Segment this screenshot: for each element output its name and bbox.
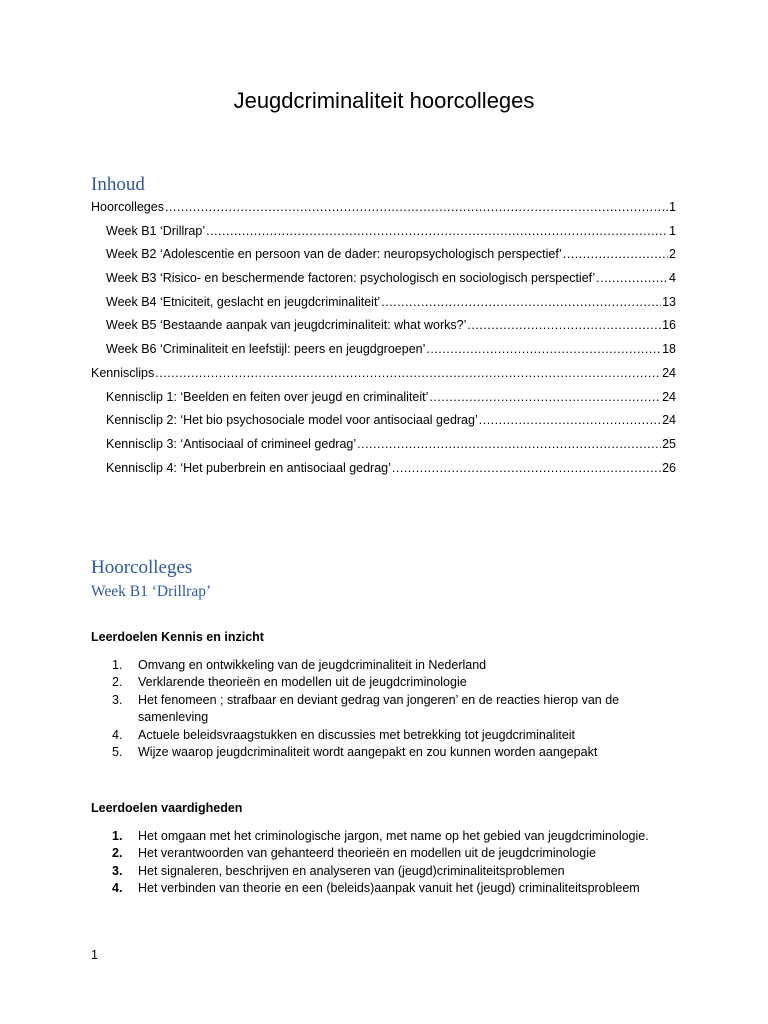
- list-text: Het verbinden van theorie en een (beleids)aanpak vanuit het (jeugd) criminaliteitsprobleem: [138, 881, 640, 896]
- list-number: 4.: [112, 881, 123, 896]
- list-number: 5.: [112, 745, 123, 760]
- list-text: Het verantwoorden van gehanteerd theorieën en modellen uit de jeugdcriminologie: [138, 846, 596, 861]
- list-item: [112, 674, 692, 691]
- toc-item-title: Kennisclip 1: ‘Beelden en feiten over jeugd en criminaliteit’: [106, 389, 429, 404]
- list-number: 1.: [112, 829, 123, 843]
- toc-item[interactable]: [91, 247, 676, 271]
- toc-item-title: Week B5 ‘Bestaande aanpak van jeugdcriminaliteit: what works?’: [106, 318, 467, 333]
- toc-item-page: 24: [662, 413, 676, 428]
- kennis-list: [112, 657, 692, 761]
- toc-item[interactable]: [91, 413, 676, 437]
- list-text: Omvang en ontwikkeling van de jeugdcriminaliteit in Nederland: [138, 658, 487, 672]
- toc-item-title: Week B1 ‘Drillrap’: [106, 223, 206, 238]
- list-number: 2.: [112, 846, 123, 861]
- toc-item-page: 1: [669, 200, 676, 214]
- toc-item-title: Week B2 ‘Adolescentie en persoon van de dader: neuropsychologisch perspectief’: [106, 247, 562, 262]
- toc-item[interactable]: [91, 437, 676, 461]
- toc-item-title: Week B3 ‘Risico- en beschermende factoren: psychologisch en sociologisch perspectief’: [106, 271, 596, 286]
- kennis-heading: Leerdoelen Kennis en inzicht: [91, 630, 264, 644]
- toc-item-page: 25: [662, 436, 676, 451]
- toc-leader: [596, 271, 668, 285]
- toc-item[interactable]: [91, 295, 676, 319]
- toc-item-title: Week B4 ‘Etniciteit, geslacht en jeugdcriminaliteit’: [106, 294, 381, 309]
- list-text: Wijze waarop jeugdcriminaliteit wordt aangepakt en zou kunnen worden aangepakt: [138, 745, 598, 760]
- section-subheading: Week B1 ‘Drillrap’: [91, 583, 212, 600]
- toc-leader: [357, 437, 661, 451]
- page-number: 1: [91, 948, 98, 962]
- table-of-contents: [91, 200, 676, 484]
- toc-item[interactable]: [91, 390, 676, 414]
- list-item: [112, 692, 692, 727]
- toc-item-title: Kennisclip 3: ‘Antisociaal of crimineel gedrag’: [106, 436, 357, 451]
- toc-leader: [165, 200, 668, 214]
- list-number: 4.: [112, 727, 123, 742]
- toc-item-page: 24: [662, 389, 676, 404]
- toc-leader: [563, 247, 668, 261]
- list-number: 3.: [112, 863, 123, 878]
- toc-item[interactable]: [91, 342, 676, 366]
- toc-item[interactable]: [91, 366, 676, 390]
- list-item: [112, 657, 692, 674]
- toc-item-page: 24: [662, 365, 676, 380]
- toc-item-title: Kennisclips: [91, 365, 155, 380]
- toc-item-page: 18: [662, 342, 676, 357]
- list-item: [112, 880, 692, 897]
- toc-item-page: 16: [662, 318, 676, 333]
- toc-item[interactable]: [91, 200, 676, 224]
- toc-leader: [426, 342, 661, 356]
- toc-item-page: 4: [669, 271, 676, 286]
- toc-item[interactable]: [91, 318, 676, 342]
- toc-leader: [381, 295, 661, 309]
- toc-item-page: 13: [662, 294, 676, 309]
- list-number: 3.: [112, 692, 123, 707]
- list-item: [112, 828, 692, 845]
- document-title: Jeugdcriminaliteit hoorcolleges: [233, 88, 535, 113]
- list-item: [112, 845, 692, 862]
- list-text: Actuele beleidsvraagstukken en discussies met betrekking tot jeugdcriminaliteit: [138, 727, 576, 742]
- toc-item[interactable]: [91, 461, 676, 485]
- toc-item[interactable]: [91, 224, 676, 248]
- toc-item-page: 26: [662, 460, 676, 475]
- toc-item[interactable]: [91, 271, 676, 295]
- toc-item-title: Week B6 ‘Criminaliteit en leefstijl: peers en jeugdgroepen’: [106, 342, 426, 357]
- list-text: Het signaleren, beschrijven en analyseren van (jeugd)criminaliteitsproblemen: [138, 863, 565, 878]
- vaardigheden-list: [112, 828, 692, 898]
- toc-item-page: 1: [669, 223, 676, 238]
- list-item: [112, 863, 692, 880]
- list-item: [112, 727, 692, 744]
- list-number: 1.: [112, 658, 123, 672]
- section-heading: Hoorcolleges: [91, 557, 193, 578]
- toc-leader: [392, 461, 661, 475]
- toc-leader: [479, 413, 661, 427]
- toc-item-page: 2: [669, 247, 676, 262]
- list-item: [112, 744, 692, 761]
- list-text: Het omgaan met het criminologische jargon, met name op het gebied van jeugdcriminologie.: [138, 829, 649, 843]
- list-number: 2.: [112, 675, 123, 690]
- toc-item-title: Hoorcolleges: [91, 200, 164, 214]
- toc-leader: [206, 224, 668, 238]
- list-text: Het fenomeen ; strafbaar en deviant gedrag van jongeren’ en de reacties hierop van de samenleving: [138, 692, 620, 725]
- toc-item-title: Kennisclip 4: ‘Het puberbrein en antisociaal gedrag’: [106, 460, 391, 475]
- toc-item-title: Kennisclip 2: ‘Het bio psychosociale model voor antisociaal gedrag’: [106, 413, 478, 428]
- toc-heading: Inhoud: [91, 174, 145, 195]
- list-text: Verklarende theorieën en modellen uit de jeugdcriminologie: [138, 675, 467, 690]
- vaardigheden-heading: Leerdoelen vaardigheden: [91, 801, 243, 815]
- toc-leader: [467, 318, 661, 332]
- toc-leader: [155, 366, 661, 380]
- toc-leader: [429, 390, 661, 404]
